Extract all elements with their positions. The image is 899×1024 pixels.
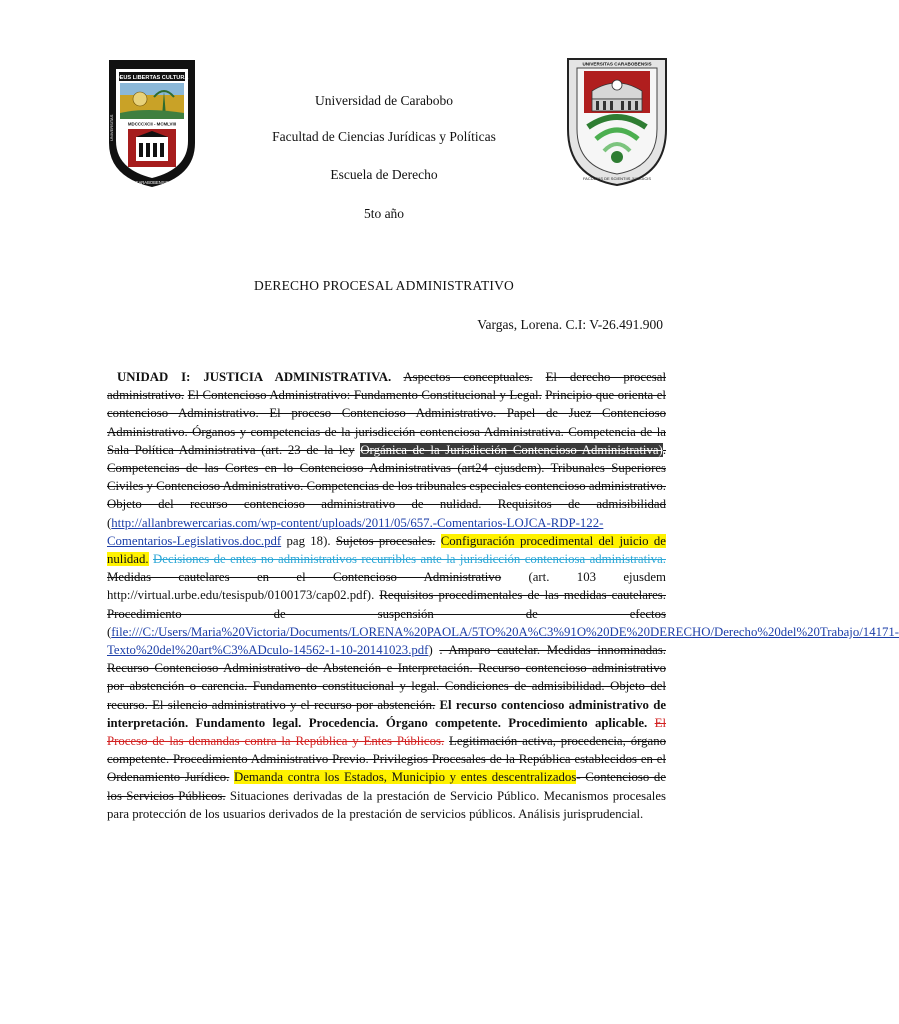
svg-text:UNIVERSITAS: UNIVERSITAS xyxy=(109,114,114,141)
article-reference: (art. 103 ejusdem http://virtual.urbe.edu/tesispub/0100173/cap02.pdf). xyxy=(107,570,667,603)
struck-topic: Principio que orienta el contencioso Administrativo. El proceso Contencioso Administrativo. Papel de Juez Contencioso Administrativo. Órganos y competencias de la jurisdicción contenciosa Administrativa. Competencia de la Sala Política Administrativa (art. 23 de la ley xyxy=(107,388,666,457)
academic-year: 5to año xyxy=(363,206,405,221)
struck-topic: - Contencioso de los Servicios Públicos. xyxy=(107,770,666,803)
university-name: Universidad de Carabobo xyxy=(315,93,453,108)
svg-text:MDCCCXCII - MCMLVIII: MDCCCXCII - MCMLVIII xyxy=(127,121,177,127)
remaining-topics: Situaciones derivadas de la prestación de Servicio Público. Mecanismos procesales para protección de los usuarios derivados de la prestación de servicios públicos. Análisis jurisprudencial. xyxy=(107,788,666,821)
red-struck-topic: El Proceso de las demandas contra la República y Entes Públicos. xyxy=(107,715,667,749)
struck-topic: El derecho procesal administrativo. xyxy=(107,370,666,403)
bold-topic: El recurso contencioso administrativo de interpretación. Fundamento legal. Procedencia. Órgano competente. Procedimiento aplicable. xyxy=(107,697,666,730)
svg-text:DEUS LIBERTAS CULTURA: DEUS LIBERTAS CULTURA xyxy=(115,75,189,81)
page-reference: pag 18). xyxy=(286,533,331,548)
school-name: Escuela de Derecho xyxy=(330,167,438,182)
faculty-name: Facultad de Ciencias Jurídicas y Políticas xyxy=(272,129,496,144)
svg-text:UNIVERSITAS CARABOBENSIS: UNIVERSITAS CARABOBENSIS xyxy=(582,61,652,67)
unit-heading: UNIDAD I: JUSTICIA ADMINISTRATIVA. xyxy=(117,370,392,384)
struck-topic: Sujetos procesales. xyxy=(335,533,436,548)
struck-topic: Legitimación activa, procedencia, órgano competente. Procedimiento Administrativo Previo. Privilegios Procesales de la República establecidos en el Ordenamiento Jurídico. xyxy=(107,734,666,785)
local-file-link[interactable]: file:///C:/Users/Maria%20Victoria/Documents/LORENA%20PAOLA/5TO%20A%C3%91O%20DE%20DERECHO/Derecho%20del%20Trabajo/14171-Texto%20del%20art%C3%ADculo-14562-1-10-20141023.pdf xyxy=(107,624,899,658)
highlighted-law-name: Orgánica de la Jurisdicción Contencioso Administrativa) xyxy=(360,442,663,457)
unit-one-body: UNIDAD I: JUSTICIA ADMINISTRATIVA. Aspectos conceptuales. El derecho procesal administrativo. El Contencioso Administrativo: Fundamento Constitucional y Legal. Principio que orienta el contencioso Administrativo. El proceso Contencioso Administrativo. Papel de Juez Contencioso Administrativo. Órganos y competencias de la jurisdicción contenciosa Administrativa. Competencia de la Sala Política Administrativa (art. 23 de la ley Orgánica de la Jurisdicción Contencioso Administrativa). Competencias de las Cortes en lo Contencioso Administrativas (art24 ejusdem). Tribunales Superiores Civiles y Contencioso Administrativo. Competencias de los tribunales especiales contencioso administrativo. Objeto del recurso contencioso administrativo de nulidad. Requisitos de admisibilidad (http://allanbrewercarias.com/wp-content/uploads/2011/05/657.-Comentarios-LOJCA-RDP-122-Comentarios-Legislativos.doc.pdf pag 18). Sujetos procesales. Configuración procedimental del juicio de nulidad. Decisiones de entes no administrativos recurribles ante la jurisdicción contenciosa administrativa. Medidas cautelares en el Contencioso Administrativo (art. 103 ejusdem http://virtual.urbe.edu/tesispub/0100173/cap02.pdf). Requisitos procedimentales de las medidas cautelares. Procedimiento de suspensión de efectos (file:///C:/Users/Maria%20Victoria/Documents/LORENA%20PAOLA/5TO%20A%C3%91O%20DE%20DERECHO/Derecho%20del%20Trabajo/14171-Texto%20del%20art%C3%ADculo-14562-1-10-20141023.pdf) . Amparo cautelar. Medidas innominadas. Recurso Contencioso Administrativo de Abstención e Interpretación. Recurso contencioso administrativo por abstención o carencia. Fundamento constitucional y legal. Condiciones de admisibilidad. Objeto del recurso. El silencio administrativo y el recurso por abstención. El recurso contencioso administrativo de interpretación. Fundamento legal. Procedencia. Órgano competente. Procedimiento aplicable. El Proceso de las demandas contra la República y Entes Públicos. Legitimación activa, procedencia, órgano competente. Procedimiento Administrativo Previo. Privilegios Procesales de la República establecidos en el Ordenamiento Jurídico. Demanda contra los Estados, Municipio y entes descentralizados- Contencioso de los Servicios Públicos. Situaciones derivadas de la prestación de Servicio Público. Mecanismos procesales para protección de los usuarios derivados de la prestación de servicios públicos. Análisis jurisprudencial. xyxy=(107,370,899,821)
struck-topic: Requisitos procedimentales de las medidas cautelares. Procedimiento de suspensión de efectos xyxy=(107,588,666,621)
struck-topic: . Amparo cautelar. Medidas innominadas. Recurso Contencioso Administrativo de Abstención e Interpretación. Recurso contencioso administrativo por abstención o carencia. Fundamento constitucional y legal. Condiciones de admisibilidad. Objeto del recurso. El silencio administrativo y el recurso por abstención. xyxy=(107,643,666,712)
struck-topic: El Contencioso Administrativo: Fundamento Constitucional y Legal. xyxy=(187,388,542,403)
svg-text:CARABOBENSIS: CARABOBENSIS xyxy=(135,180,169,185)
svg-text:FACULTAS DE SCIENTIIS JURIDICI: FACULTAS DE SCIENTIIS JURIDICIS xyxy=(582,176,652,181)
author-line: Vargas, Lorena. C.I: V-26.491.900 xyxy=(477,317,663,332)
struck-topic: . Competencias de las Cortes en lo Contencioso Administrativas (art24 ejusdem). Tribunales Superiores Civiles y Contencioso Administrativo. Competencias de los tribunales especiales contencioso administrativo. Objeto del recurso contencioso administrativo de nulidad. Requisitos de admisibilidad xyxy=(107,442,667,512)
cyan-struck-topic: Decisiones de entes no administrativos recurribles ante la jurisdicción contenciosa administrativa. xyxy=(153,552,666,567)
struck-topic: Medidas cautelares en el Contencioso Administrativo xyxy=(107,570,502,585)
document-title: DERECHO PROCESAL ADMINISTRATIVO xyxy=(254,278,514,293)
brewercarias-link[interactable]: http://allanbrewercarias.com/wp-content/uploads/2011/05/657.-Comentarios-LOJCA-RDP-122-Comentarios-Legislativos.doc.pdf xyxy=(107,515,604,548)
highlighted-topic: Configuración procedimental del juicio de nulidad. xyxy=(107,533,666,567)
highlighted-topic: Demanda contra los Estados, Municipio y entes descentralizados xyxy=(234,770,577,785)
universidad-carabobo-seal xyxy=(106,57,198,189)
facultad-ciencias-juridicas-seal xyxy=(566,57,668,187)
struck-topic: Aspectos conceptuales. xyxy=(403,370,533,384)
